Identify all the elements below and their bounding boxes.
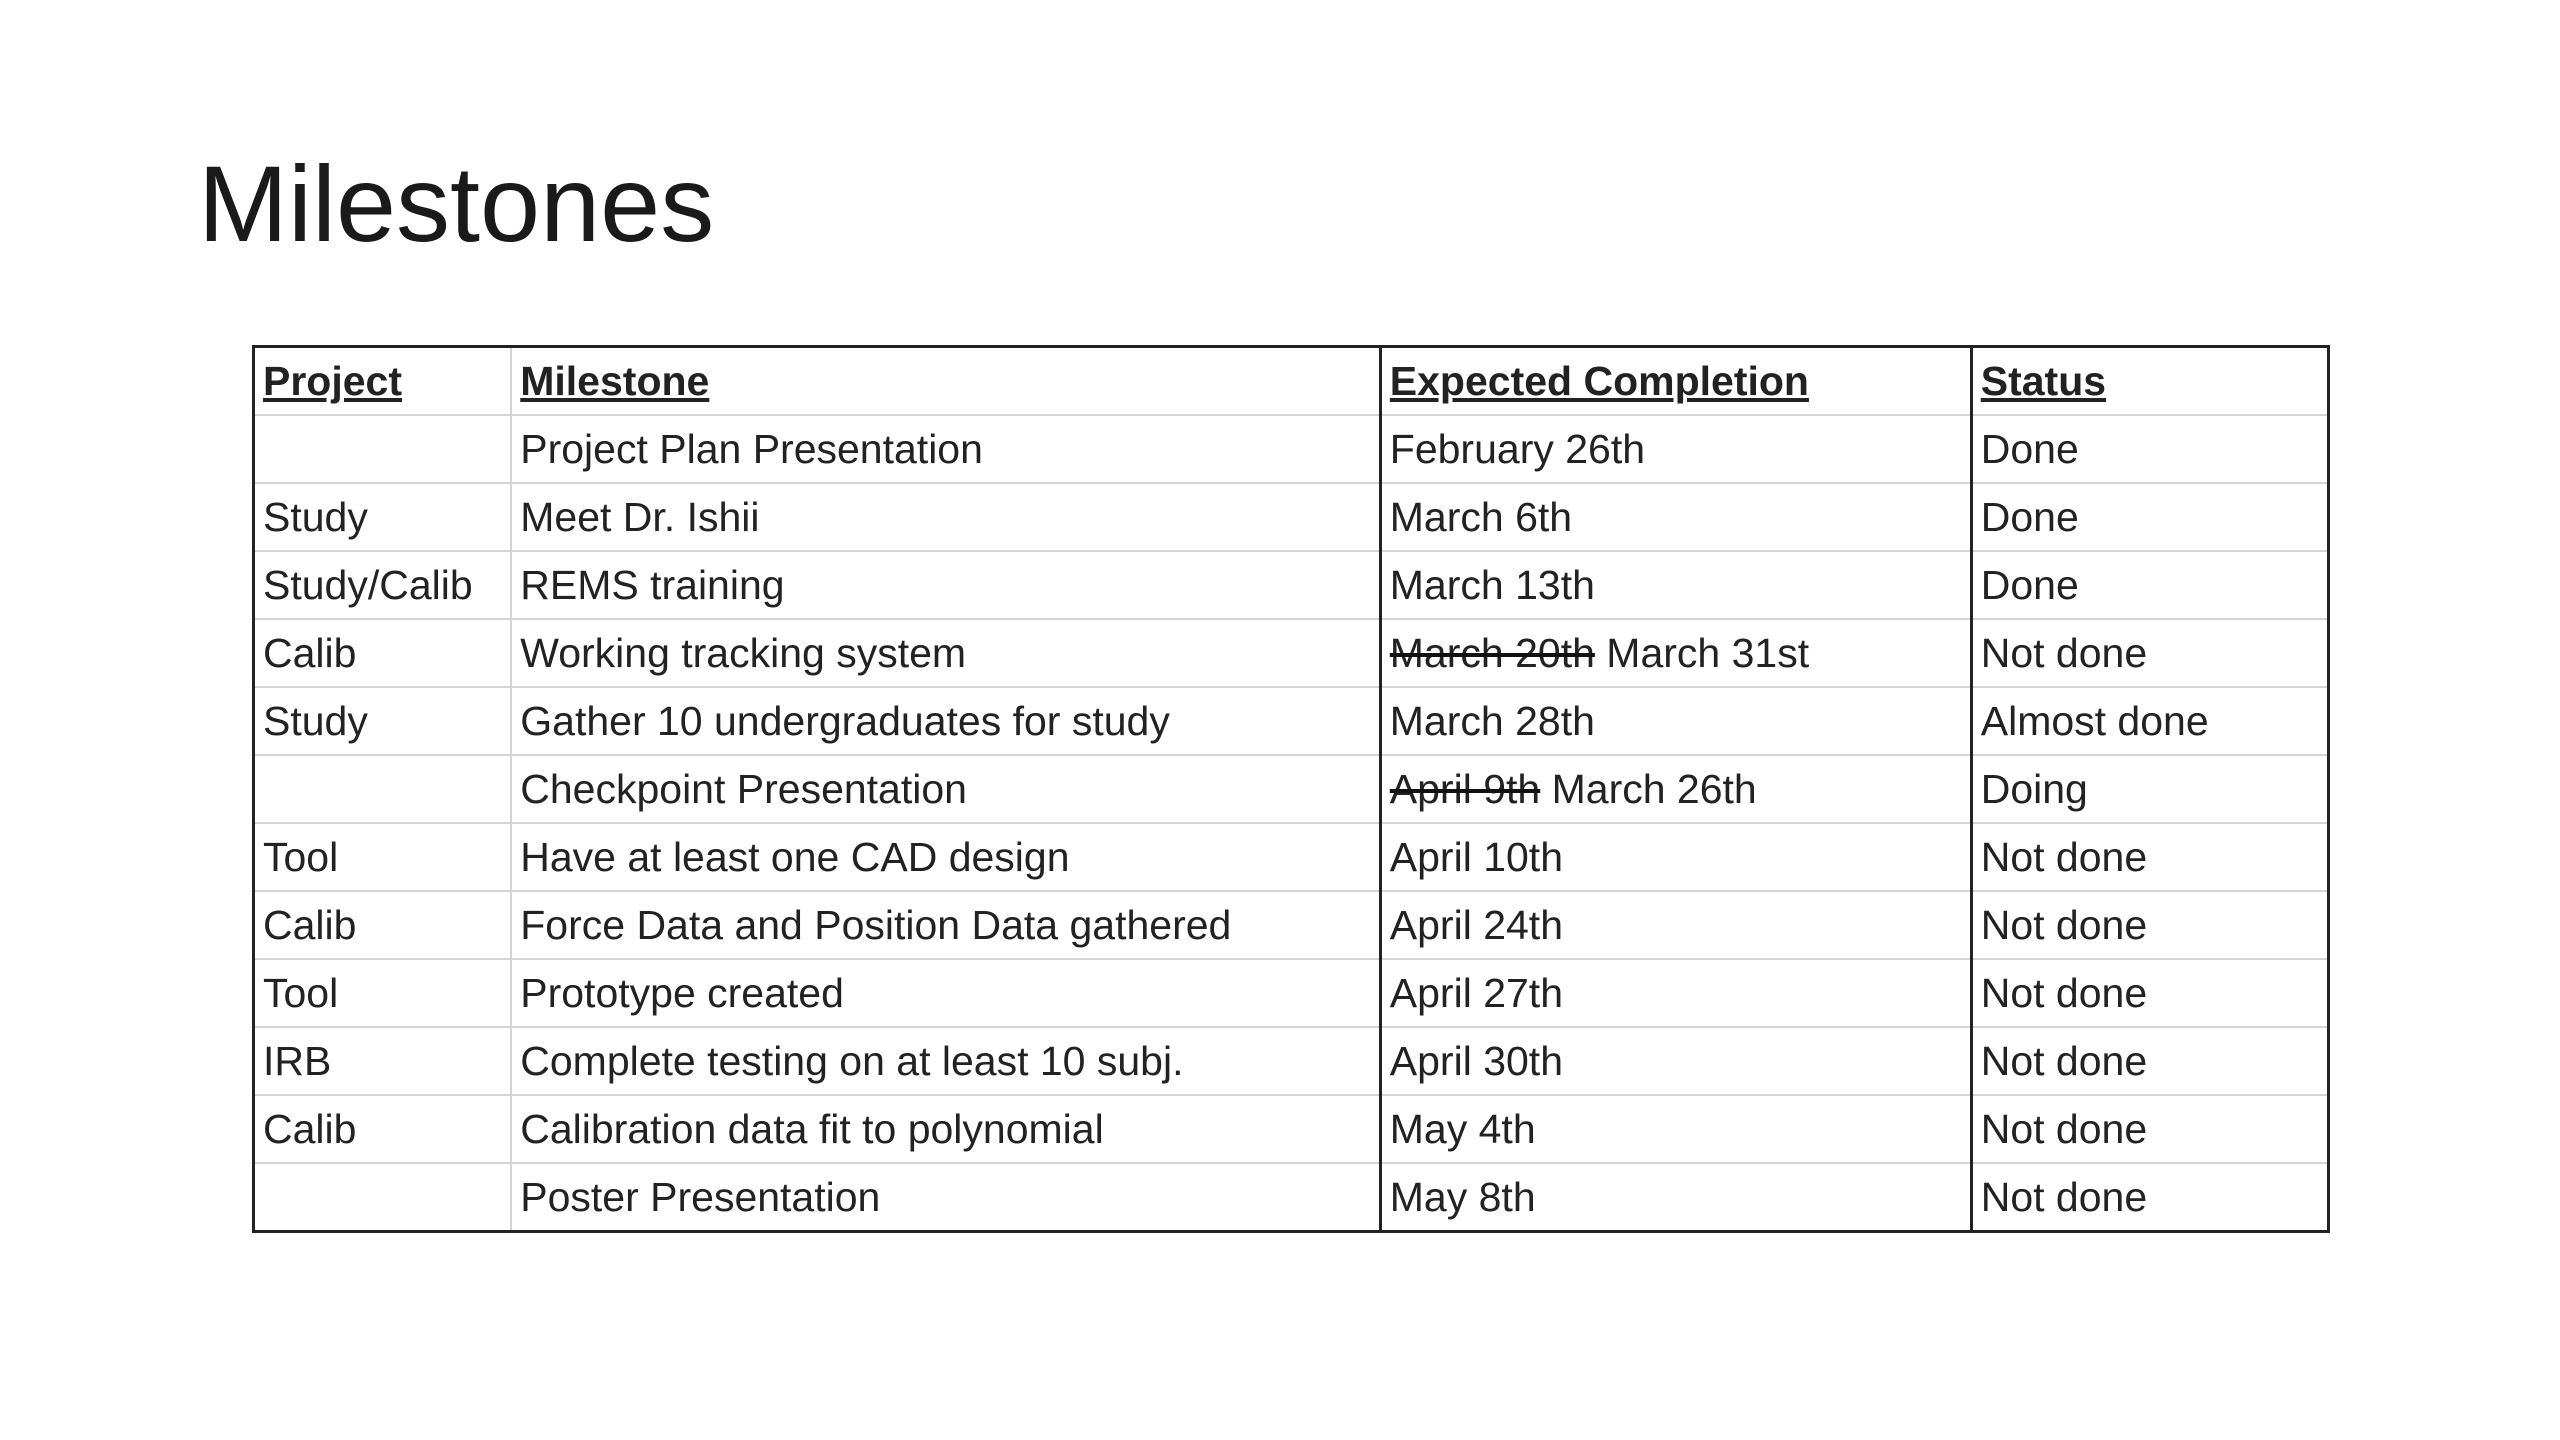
expected-date: April 27th [1389, 969, 1563, 1016]
cell-project [254, 415, 512, 483]
table-row [254, 1095, 2329, 1163]
cell-project: Study [254, 687, 512, 755]
slide-title: Milestones [198, 143, 715, 264]
cell-milestone: Prototype created [511, 959, 1380, 1027]
table-row [254, 687, 2329, 755]
cell-status: Almost done [1971, 687, 2328, 755]
cell-milestone: Complete testing on at least 10 subj. [511, 1027, 1380, 1095]
table-row [254, 1027, 2329, 1095]
table-row [254, 891, 2329, 959]
table-row [254, 551, 2329, 619]
cell-project: IRB [254, 1027, 512, 1095]
cell-milestone: REMS training [511, 551, 1380, 619]
table-body [254, 415, 2329, 1232]
cell-status: Not done [1971, 1095, 2328, 1163]
expected-date: March 26th [1551, 765, 1757, 812]
cell-project: Study [254, 483, 512, 551]
cell-milestone: Poster Presentation [511, 1163, 1380, 1232]
header-expected-completion: Expected Completion [1380, 347, 1971, 416]
struck-date: April 9th [1389, 765, 1541, 812]
cell-project [254, 755, 512, 823]
cell-milestone: Checkpoint Presentation [511, 755, 1380, 823]
cell-project: Tool [254, 959, 512, 1027]
header-status: Status [1971, 347, 2328, 416]
cell-project: Calib [254, 619, 512, 687]
table-header-row [254, 347, 2329, 416]
expected-date: May 8th [1389, 1173, 1536, 1220]
cell-expected-completion [1380, 959, 1971, 1027]
cell-project: Calib [254, 891, 512, 959]
cell-status: Not done [1971, 823, 2328, 891]
expected-date: March 13th [1389, 561, 1595, 608]
header-project: Project [254, 347, 512, 416]
cell-milestone: Working tracking system [511, 619, 1380, 687]
cell-expected-completion [1380, 755, 1971, 823]
cell-status: Not done [1971, 1027, 2328, 1095]
table-row [254, 483, 2329, 551]
table-row [254, 959, 2329, 1027]
cell-status: Not done [1971, 1163, 2328, 1232]
table-row [254, 823, 2329, 891]
cell-milestone: Gather 10 undergraduates for study [511, 687, 1380, 755]
cell-milestone: Have at least one CAD design [511, 823, 1380, 891]
milestones-table [252, 345, 2330, 1233]
expected-date: April 24th [1389, 901, 1563, 948]
expected-date: May 4th [1389, 1105, 1536, 1152]
cell-expected-completion [1380, 551, 1971, 619]
cell-status: Not done [1971, 619, 2328, 687]
cell-expected-completion [1380, 891, 1971, 959]
table-row [254, 755, 2329, 823]
cell-expected-completion [1380, 483, 1971, 551]
cell-status: Not done [1971, 891, 2328, 959]
cell-milestone: Meet Dr. Ishii [511, 483, 1380, 551]
cell-expected-completion [1380, 1163, 1971, 1232]
table-row [254, 1163, 2329, 1232]
cell-project: Study/Calib [254, 551, 512, 619]
expected-date: April 30th [1389, 1037, 1563, 1084]
expected-date: April 10th [1389, 833, 1563, 880]
cell-expected-completion [1380, 1027, 1971, 1095]
header-milestone: Milestone [511, 347, 1380, 416]
struck-date: March 20th [1389, 629, 1595, 676]
cell-status: Done [1971, 551, 2328, 619]
cell-expected-completion [1380, 415, 1971, 483]
table-row [254, 415, 2329, 483]
table-row [254, 619, 2329, 687]
cell-project: Calib [254, 1095, 512, 1163]
cell-expected-completion [1380, 823, 1971, 891]
cell-status: Doing [1971, 755, 2328, 823]
expected-date: March 28th [1389, 697, 1595, 744]
cell-status: Done [1971, 483, 2328, 551]
expected-date: March 31st [1606, 629, 1810, 676]
cell-milestone: Project Plan Presentation [511, 415, 1380, 483]
cell-project [254, 1163, 512, 1232]
expected-date: February 26th [1389, 425, 1646, 472]
cell-status: Done [1971, 415, 2328, 483]
cell-status: Not done [1971, 959, 2328, 1027]
cell-expected-completion [1380, 687, 1971, 755]
cell-expected-completion [1380, 619, 1971, 687]
cell-expected-completion [1380, 1095, 1971, 1163]
cell-milestone: Calibration data fit to polynomial [511, 1095, 1380, 1163]
cell-project: Tool [254, 823, 512, 891]
cell-milestone: Force Data and Position Data gathered [511, 891, 1380, 959]
expected-date: March 6th [1389, 493, 1573, 540]
